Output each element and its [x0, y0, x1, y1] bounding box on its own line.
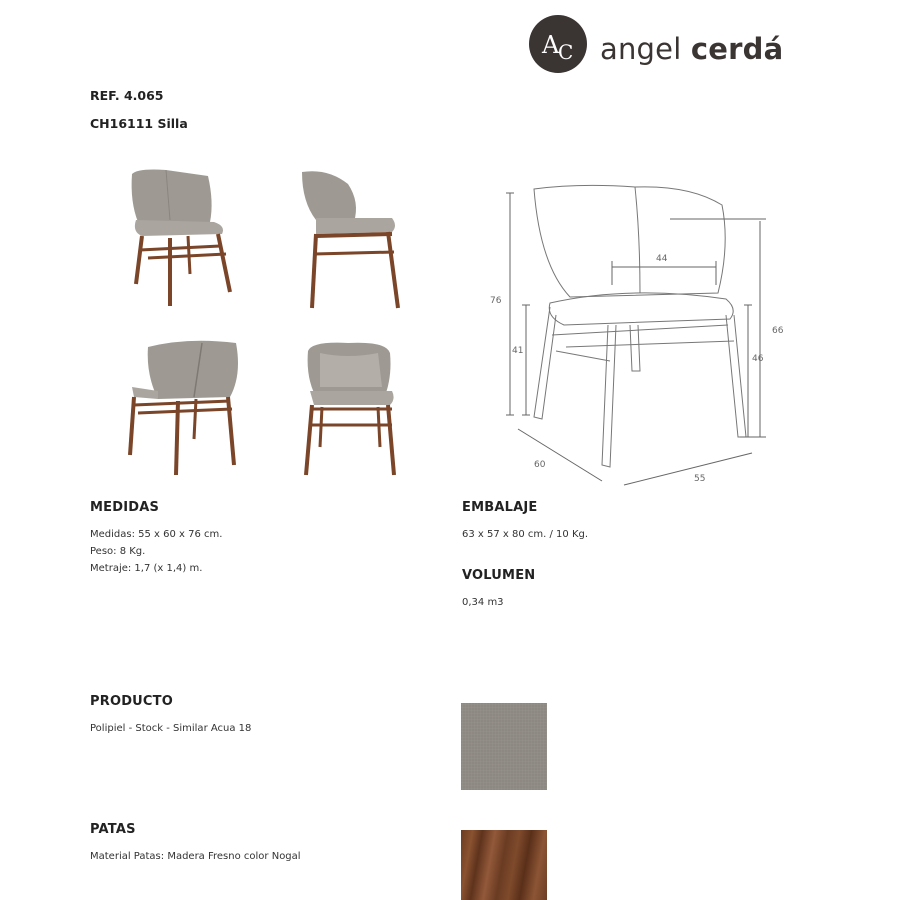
monogram-a: A: [542, 31, 560, 59]
dim-seat-height-left: 41: [512, 346, 524, 356]
model-name: CH16111 Silla: [90, 116, 188, 131]
brand-name-light: angel: [600, 32, 682, 66]
producto-details: Polipiel - Stock - Similar Acua 18: [90, 723, 252, 734]
dim-seat-width: 44: [656, 254, 668, 264]
dim-width: 55: [694, 474, 706, 484]
wood-swatch: [461, 830, 547, 900]
technical-drawing: [490, 175, 800, 495]
patas-title: PATAS: [90, 822, 136, 837]
medidas-line-dimensions: Medidas: 55 x 60 x 76 cm.: [90, 529, 223, 540]
medidas-title: MEDIDAS: [90, 500, 160, 515]
embalaje-title: EMBALAJE: [462, 500, 538, 515]
medidas-line-weight: Peso: 8 Kg.: [90, 546, 146, 557]
brand-monogram-icon: [528, 14, 588, 74]
dim-arm-height: 66: [772, 326, 784, 336]
chair-photo-front: [298, 335, 408, 480]
volumen-details: 0,34 m3: [462, 597, 504, 608]
monogram-c: C: [558, 40, 574, 64]
chair-photo-front-left: [118, 162, 248, 312]
chair-photo-side: [288, 162, 408, 312]
dim-depth: 60: [534, 460, 546, 470]
producto-title: PRODUCTO: [90, 694, 173, 709]
brand-logo: [528, 14, 818, 76]
dim-seat-height-right: 46: [752, 354, 764, 364]
dim-total-height: 76: [490, 296, 502, 306]
embalaje-details: 63 x 57 x 80 cm. / 10 Kg.: [462, 529, 589, 540]
fabric-swatch: [461, 703, 547, 790]
medidas-line-metraje: Metraje: 1,7 (x 1,4) m.: [90, 563, 203, 574]
brand-name-bold: cerdá: [690, 32, 784, 66]
chair-photo-back: [118, 335, 248, 480]
volumen-title: VOLUMEN: [462, 568, 536, 583]
brand-name: [600, 32, 783, 66]
reference-number: REF. 4.065: [90, 88, 164, 103]
medidas-details: [90, 526, 222, 577]
patas-details: Material Patas: Madera Fresno color Nogal: [90, 851, 301, 862]
